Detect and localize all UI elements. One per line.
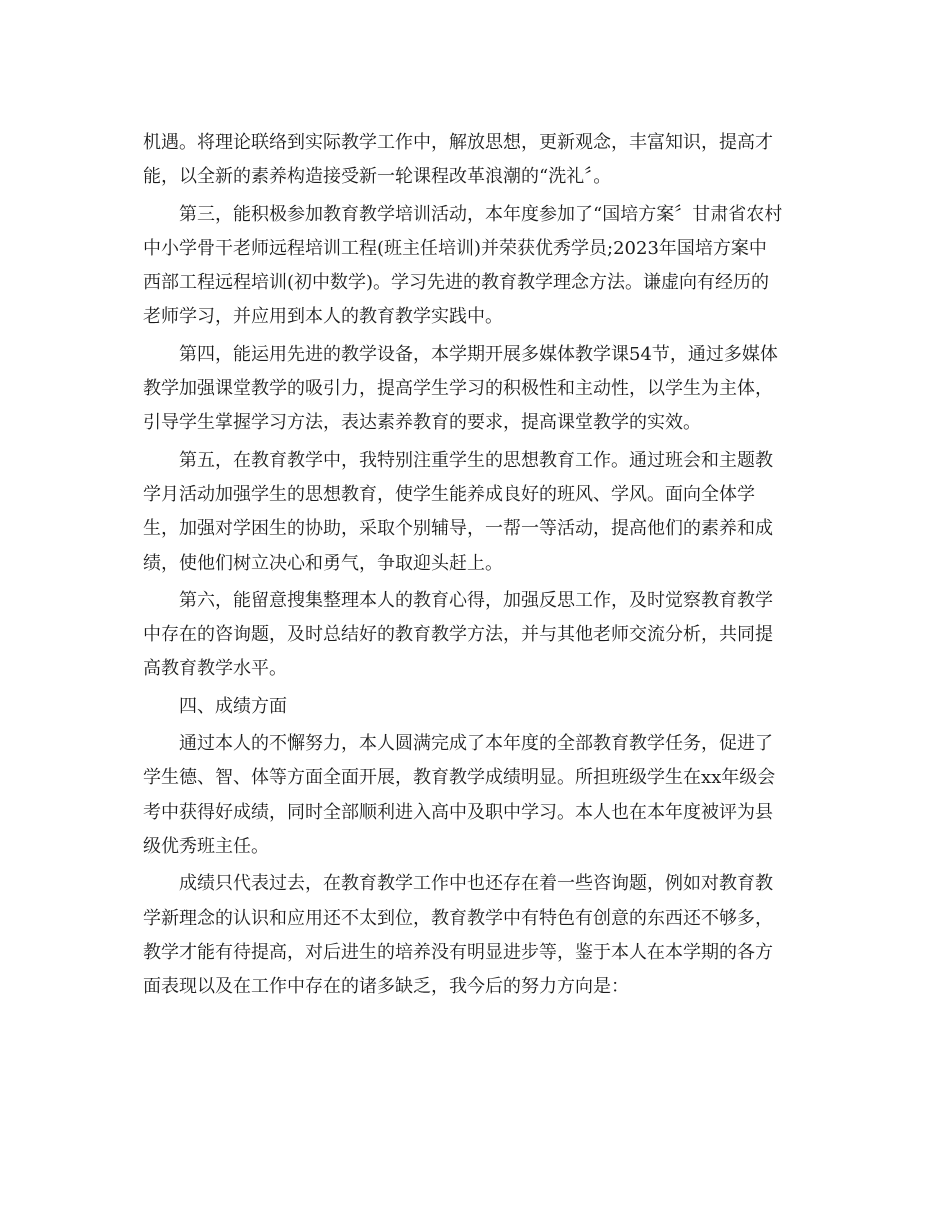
paragraph-fifth	[143, 444, 803, 581]
paragraph-third	[143, 198, 803, 335]
text-line: 学生德、智、体等方面全面开展，教育教学成绩明显。所担班级学生在xx年级会	[143, 767, 776, 789]
text-line: 学月活动加强学生的思想教育，使学生能养成良好的班风、学风。面向全体学	[143, 483, 755, 505]
text-line: 中存在的咨询题，及时总结好的教育教学方法，并与其他老师交流分析，共同提	[143, 624, 773, 646]
text-line: 考中获得好成绩，同时全部顺利进入高中及职中学习。本人也在本年度被评为县	[143, 801, 773, 823]
text-line: 第三，能积极参加教育教学培训活动，本年度参加了“国培方案〞甘肃省农村	[179, 203, 783, 225]
paragraph-shortcomings	[143, 867, 803, 1004]
text-line: 第六，能留意搜集整理本人的教育心得，加强反思工作，及时觉察教育教学	[179, 589, 773, 611]
text-line: 能，以全新的素养构造接受新一轮课程改革浪潮的“洗礼〞。	[143, 166, 612, 188]
text-line: 通过本人的不懈努力，本人圆满完成了本年度的全部教育教学任务，促进了	[179, 733, 773, 755]
text-line: 机遇。将理论联络到实际教学工作中，解放思想，更新观念，丰富知识，提高才	[143, 132, 773, 153]
text-line: 生，加强对学困生的协助，采取个别辅导，一帮一等活动，提高他们的素养和成	[143, 518, 773, 540]
text-line: 第五，在教育教学中，我特别注重学生的思想教育工作。通过班会和主题教	[179, 449, 773, 471]
text-line: 级优秀班主任。	[143, 835, 269, 857]
text-line: 成绩只代表过去，在教育教学工作中也还存在着一些咨询题，例如对教育教	[179, 873, 773, 895]
section-heading: 四、成绩方面	[179, 695, 287, 717]
text-line: 学新理念的认识和应用还不太到位，教育教学中有特色有创意的东西还不够多，	[143, 907, 773, 929]
text-line: 中小学骨干老师远程培训工程(班主任培训)并荣获优秀学员;2023年国培方案中	[143, 237, 767, 259]
text-line: 引导学生掌握学习方法，表达素养教育的要求，提高课堂教学的实效。	[143, 412, 701, 434]
text-line: 教学才能有待提高，对后进生的培养没有明显进步等，鉴于本人在本学期的各方	[143, 941, 773, 963]
text-line: 西部工程远程培训(初中数学)。学习先进的教育教学理念方法。谦虚向有经历的	[143, 272, 770, 294]
section-heading-achievements	[143, 690, 803, 724]
paragraph-fourth	[143, 338, 803, 441]
paragraph-sixth	[143, 584, 803, 687]
text-line: 老师学习，并应用到本人的教育教学实践中。	[143, 306, 503, 328]
text-line: 第四，能运用先进的教学设备，本学期开展多媒体教学课54节，通过多媒体	[179, 343, 778, 365]
text-line: 面表现以及在工作中存在的诸多缺乏，我今后的努力方向是：	[143, 976, 629, 998]
paragraph-continuation	[143, 126, 803, 195]
text-line: 高教育教学水平。	[143, 658, 287, 680]
text-line: 教学加强课堂教学的吸引力，提高学生学习的积极性和主动性，以学生为主体，	[143, 378, 773, 400]
paragraph-achievements	[143, 727, 803, 864]
text-line: 绩，使他们树立决心和勇气，争取迎头赶上。	[143, 552, 503, 574]
document-body	[143, 126, 803, 1004]
